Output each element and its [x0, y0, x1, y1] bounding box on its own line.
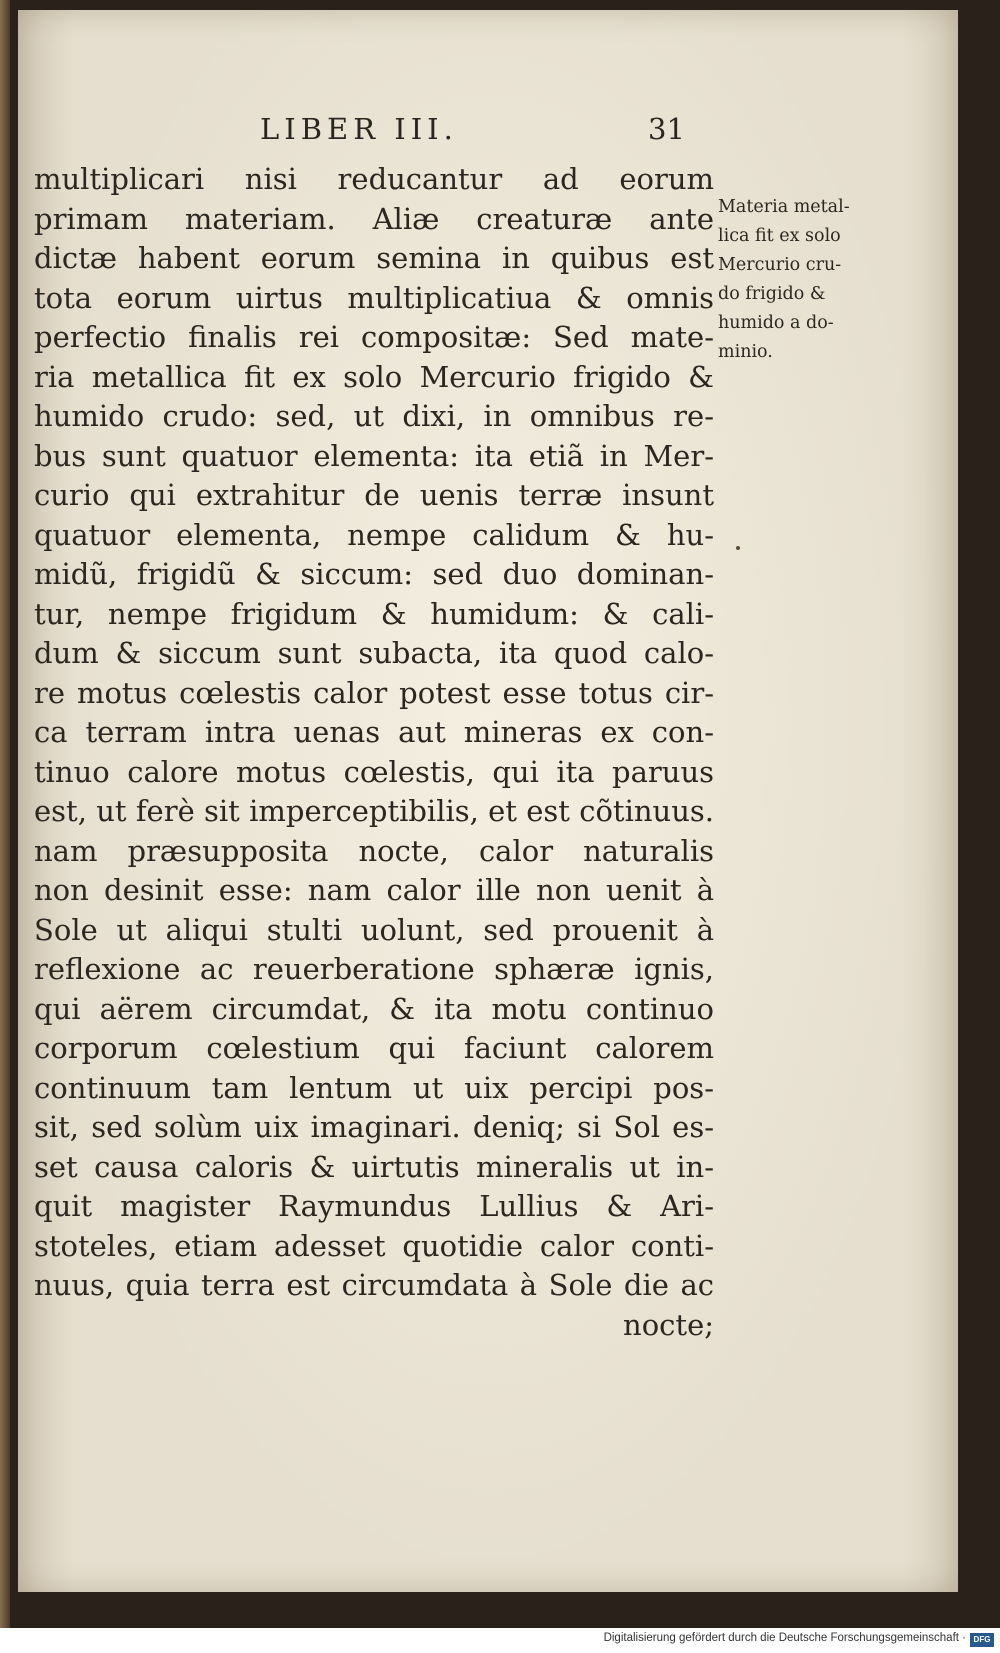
text-line: corporum cœlestium qui faciunt calorem [34, 1031, 714, 1065]
text-line: reflexione ac reuerberatione sphæræ ignis, [34, 952, 714, 986]
text-line: midũ, frigidũ & siccum: sed duo dominan- [34, 557, 714, 591]
page-number: 31 [648, 112, 685, 146]
text-line: curio qui extrahitur de uenis terræ insunt [34, 478, 714, 512]
text-line: stoteles, etiam adesset quotidie calor conti- [34, 1228, 714, 1263]
text-line: non desinit esse: nam calor ille non uenit à [34, 873, 714, 907]
text-line: humido crudo: sed, ut dixi, in omnibus re- [34, 399, 714, 433]
text-line: continuum tam lentum ut uix percipi pos- [34, 1070, 714, 1105]
text-line: tur, nempe frigidum & humidum: & cali- [34, 596, 714, 631]
text-line: ria metallica fit ex solo Mercurio frigido & [34, 359, 714, 394]
digitization-footer [0, 1628, 1000, 1653]
text-line: quit magister Raymundus Lullius & Ari- [34, 1189, 714, 1223]
marginal-note-line: humido a do- [718, 313, 834, 333]
main-text-block [34, 160, 714, 1345]
running-head: LIBER III. [260, 112, 458, 146]
funding-credit: Digitalisierung gefördert durch die Deutsche Forschungsgemeinschaft · [603, 1632, 966, 1644]
text-line: sit, sed solùm uix imaginari. deniq; si Sol es- [34, 1110, 714, 1144]
text-line: tinuo calore motus cœlestis, qui ita paruus [34, 754, 714, 789]
text-line: qui aërem circumdat, & ita motu continuo [34, 991, 714, 1026]
text-line: quatuor elementa, nempe calidum & hu- [34, 517, 714, 552]
text-line: primam materiam. Aliæ creaturæ ante [34, 201, 714, 236]
text-line: ca terram intra uenas aut mineras ex con- [34, 715, 714, 749]
text-line: dum & siccum sunt subacta, ita quod calo- [34, 636, 714, 670]
text-line: perfectio finalis rei compositæ: Sed mate- [34, 320, 714, 354]
text-line: nam præsupposita nocte, calor naturalis [34, 833, 714, 868]
dfg-logo-icon: DFG [970, 1633, 994, 1647]
text-line: Sole ut aliqui stulti uolunt, sed prouenit à [34, 912, 714, 947]
text-line: tota eorum uirtus multiplicatiua & omnis [34, 280, 714, 315]
catchword-line: nocte; [623, 1307, 714, 1342]
text-line: bus sunt quatuor elementa: ita etiã in Mer- [34, 438, 714, 473]
text-line: nuus, quia terra est circumdata à Sole die ac [34, 1268, 714, 1302]
text-line: dictæ habent eorum semina in quibus est [34, 241, 714, 275]
text-line: re motus cœlestis calor potest esse totus cir- [34, 675, 714, 710]
marginal-note-line: Materia metal- [718, 197, 850, 217]
marginal-note [718, 193, 898, 367]
marginal-note-line: lica fit ex solo [718, 226, 841, 246]
book-spine-edge [0, 0, 10, 1653]
marginal-note-line: minio. [718, 342, 773, 362]
text-line: est, ut ferè sit imperceptibilis, et est cõtinuus. [34, 794, 714, 828]
marginal-note-line: Mercurio cru- [718, 255, 842, 275]
paper-speck [736, 546, 740, 550]
marginal-note-line: do frigido & [718, 284, 826, 304]
text-line: set causa caloris & uirtutis mineralis ut in- [34, 1149, 714, 1184]
text-line: multiplicari nisi reducantur ad eorum [34, 162, 714, 196]
